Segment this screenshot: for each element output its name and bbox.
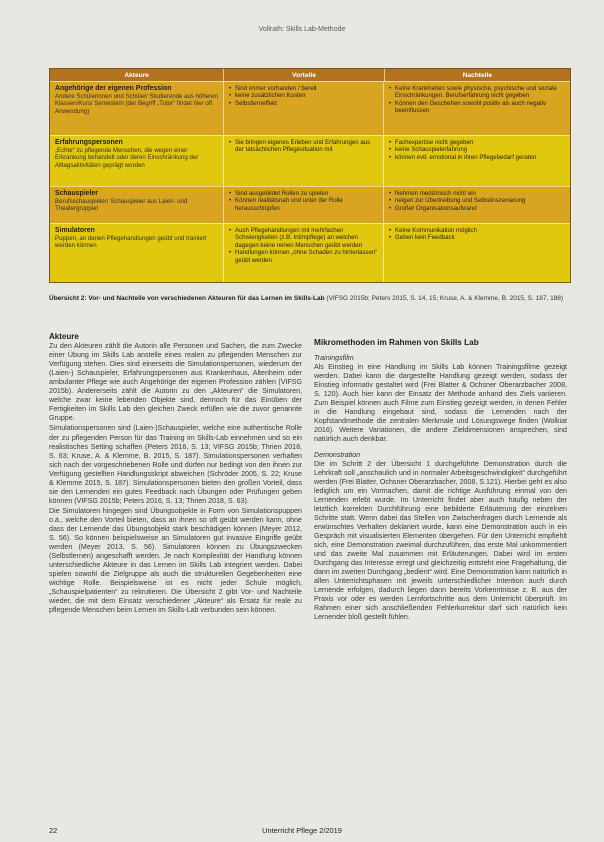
running-header: Vollrath: Skills Lab-Methode: [258, 26, 346, 33]
caption-sources: (VIFSG 2015b; Peters 2015, S. 14, 15; Kruse, A. & Klemme, B. 2015, S. 187, 188): [324, 295, 564, 302]
paragraph: Zu den Akteuren zählt die Autorin alle Personen und Sachen, die zum Zwecke einer Übung im Skills Lab anstelle eines realen zu pflegenden Menschen zur Verfügung stehen. Dies sind einerseits die Simulationspersonen, wiederum der (Laien-) Schauspieler, Erfahrungspersonen aus Krankenhaus, Altenheim oder ambulanter Pflege wie auch Angehörige der eigenen Profession zählen (VIFSG 2015b). Andererseits zählt die Autorin zu den „Akteuren“ die Simulatoren, welche zwar keine lebenden Objekte sind, dennoch für das Einüben der Fertigkeiten im Skills Lab den gleichen Zweck erfüllen wie die zuvor genannte Gruppe.: [49, 342, 302, 423]
con-item: • können evtl. emotional in ihren Pflegebedarf geraten: [395, 154, 565, 161]
paragraph: Die im Schritt 2 der Übersicht 1 durchgeführte Demonstration durch die Lehrkraft soll „anschaulich und in normaler Arbeitsgeschwindigkeit“ durchgeführt werden (Frei Blatter, Ochsner Oberarzbacher, 2008, S.121). Hierbei geht es also lediglich um ein Vormachen, damit die richtige Ausführung einmal von den Lernenden erlebt wurde. Im Unterricht findet aber auch häufig neben der letztlich korrekten Durchführung eine bebilderte Erläuterung der einzelnen Schritte statt. Wenn dabei das Stellen von Zwischenfragen durch Lernende als erwünschtes Verhalten deklariert wurde, kann eine Demonstration auch in ein Gespräch mit visualisierten Elementen übergehen. Für den Unterricht empfiehlt sich, eine Demonstration zweimal durchzuführen, das erste Mal unkommentiert und das zweite Mal zusammen mit Erläuterungen. Dabei wird im ersten Durchgang das Interesse erregt und gleichzeitig entsteht eine Fragehaltung, die dann im zweiten Durchgang „bedient“ wird. Eine Demonstration kann natürlich in allen Unterrichtsphasen mit jeweils unterschiedlicher Intention auch durch Lernende erfolgen, dadurch liegen dann bereits Vorkenntnisse z. B. aus der Praxis vor oder es werden Lernfortschritte aus dem Unterricht überprüft. Im Rahmen einer sich anschließenden Fehlerkorrektur darf sich natürlich kein Lernender bloß gestellt fühlen.: [314, 459, 567, 622]
actor-cell: [50, 186, 224, 223]
con-item: • Fachexpertise nicht gegeben: [395, 139, 565, 146]
con-item: • Keine Krankheiten sowie physische, psychische und soziale Einschränkungen. Berufserfahrung nicht gegeben: [395, 85, 565, 100]
actor-description: Berufsschauspieler/ Schauspieler aus Laien- und Theatergruppen: [55, 198, 188, 213]
actor-title: Angehörige der eigenen Profession: [55, 85, 172, 92]
paragraph: Als Einstieg in eine Handlung im Skills Lab können Trainingsfilme gezeigt werden. Dabei kann die dargestellte Handlung gezeigt werden, sodass der Einstieg informativ gestaltet wird (Frei Blatter & Ochsner Oberarzbacher 2008, S. 120). Auch hier kann der Einsatz der Methode anhand des Ziels variieren. Zum Beispiel können auch Filme zum Einstieg gezeigt werden, in denen Fehler in die Handlung eingebaut sind, sodass die Lernenden nach der Kopfstandmethode die zentralen Merkmale und Lösungswege finden (Wolkiat 2016). Weitere Variationen, die andere Zieldimensionen ansprechen, sind natürlich auch denkbar.: [314, 363, 567, 444]
con-item: • Großer Organisationsaufwand: [395, 205, 565, 212]
table-header: [50, 69, 570, 81]
table-row: [50, 223, 570, 282]
cons-cell: [384, 186, 570, 223]
pro-item: • Handlungen können „ohne Schaden zu hinterlassen“ geübt werden: [235, 249, 378, 264]
pro-item: • Sie bringen eigenes Erleben und Erfahrungen aus der tatsächlichen Pflegesituation mit: [235, 139, 378, 154]
cons-cell: [384, 223, 570, 282]
actor-title: Simulatoren: [55, 227, 95, 234]
con-item: • Geben kein Feedback: [395, 234, 565, 241]
pros-cell: [224, 186, 384, 223]
right-column: [314, 332, 567, 623]
pros-cell: [224, 81, 384, 135]
cons-cell: [384, 81, 570, 135]
page-number: 22: [49, 826, 58, 835]
actors-table: [49, 68, 571, 283]
col-header-akteure: Akteure: [50, 69, 224, 81]
caption-title: Übersicht 2: Vor- und Nachteile von verschiedenen Akteuren für das Lernen im Skills-Lab: [49, 295, 325, 302]
journal-title: Unterricht Pflege 2/2019: [262, 826, 342, 835]
actor-cell: [50, 81, 224, 135]
table-row: [50, 186, 570, 223]
paragraph: Simulationspersonen sind (Laien-)Schauspieler, welche eine authentische Rolle der zu pflegenden Person für das Training im Skills-Lab einnehmen und so ein realistisches Setting schaffen (Peters 2016, S. 13; VIFSG 2015b; Thrien 2018, S. 63; Kruse, A. & Klemme, B. 2015, S. 187). Simulationspersonen verhalten sich nach der vorgeschriebenen Rolle und dürfen nur bedingt von den ihnen zur Verfügung gestellten Handlungsskript abweichen (Schröder 2005, S. 22; Kruse & Klemme 2015, S. 187). Simulationspersonen bieten den großen Vorteil, dass sie den Lernenden ein gutes Feedback nach Übungen oder Prüfungen geben können (VIFSG 2015b; Peters 2016, S. 13; Thrien 2018, S. 63).: [49, 424, 302, 505]
pros-cell: [224, 135, 384, 186]
con-item: • keine Schauspielerfahrung: [395, 146, 565, 153]
col-header-vorteile: Vorteile: [224, 69, 384, 81]
section-heading-mikromethoden: Mikromethoden im Rahmen von Skills Lab: [314, 338, 479, 347]
actor-cell: [50, 135, 224, 186]
actor-description: „Echte“ zu pflegende Menschen, die wegen einer Erkrankung behandelt oder deren Einschränkung der Alltagsaktivitäten geprägt worden: [55, 147, 199, 169]
table-row: [50, 81, 570, 135]
actor-title: Erfahrungspersonen: [55, 139, 123, 146]
con-item: • neigen zur Übertreibung und Selbstinszenierung: [395, 197, 565, 204]
pro-item: • Sind ausgebildet Rollen zu spielen: [235, 190, 378, 197]
table-caption: [49, 295, 569, 303]
pro-item: • Sind immer vorhanden / bereit: [235, 85, 378, 92]
actor-cell: [50, 223, 224, 282]
pros-cell: [224, 223, 384, 282]
paragraph: Die Simulatoren hingegen sind Übungsobjekte in Form von Simulationspuppen o.ä., welche den Vorteil bieten, dass an ihnen so oft geübt werden kann, ohne dass der Lernende das Übungsobjekt stark beschädigen können (Meyer 2012, S. 56). So können beispielsweise an Simulatoren gut invasive Eingriffe geübt werden (Meyer 2013, S. 56). Simulatoren können zu Übungszwecken (Selbstlernen) angeschafft werden. Je nach Komplexität der Handlung können unterschiedliche Akteure in das Lernen im Skills Lab integriert werden. Dabei spielen sowohl die Zielgruppe als auch die strukturellen Gegebenheiten eine wichtige Rolle. Beispielsweise ist es nicht jeder Schule möglich, „Schauspielpatienten“ zu rekrutieren. Die Übersicht 2 gibt Vor- und Nachteile wieder, die mit dem Einsatz verschiedener „Akteure“ als Ersatz für reale zu pflegende Menschen beim Lernen im Skills-Lab verbunden sein können.: [49, 506, 302, 615]
pro-item: • keine zusätzlichen Kosten: [235, 92, 378, 99]
subheading-demonstration: Demonstration: [314, 450, 361, 459]
con-item: • Keine Kommunikation möglich: [395, 227, 565, 234]
subheading-trainingsfilm: Trainingsfilm: [314, 354, 354, 363]
pro-item: • Können realitätsnah und unter der Rolle herausschlüpfen: [235, 197, 378, 212]
cons-cell: [384, 135, 570, 186]
pro-item: • Selbstlerneffekt: [235, 100, 378, 107]
left-column: [49, 332, 302, 616]
actor-description: Puppen, an denen Pflegehandlungen geübt und trainiert werden können: [55, 235, 207, 250]
con-item: • Können den Geschehen sowohl positiv als auch negativ beeinflussen: [395, 100, 565, 115]
table-row: [50, 135, 570, 186]
actor-title: Schauspieler: [55, 190, 98, 197]
section-heading-akteure: Akteure: [49, 332, 79, 341]
con-item: • Nehmen medizinisch nicht ein: [395, 190, 565, 197]
col-header-nachteile: Nachteile: [462, 71, 493, 79]
actor-description: Andere Schülerinnen und Schüler/ Studierende aus höheren Klassen/Kurs/ Semestern (der Begriff „Tutor“ findet hier oft Anwendung): [55, 93, 218, 115]
pro-item: • Auch Pflegehandlungen mit mehrfachen Schwierigkeiten (z.B. Intimpflege) an welchen dagegen keine reinen Menschen geübt werden: [235, 227, 378, 249]
